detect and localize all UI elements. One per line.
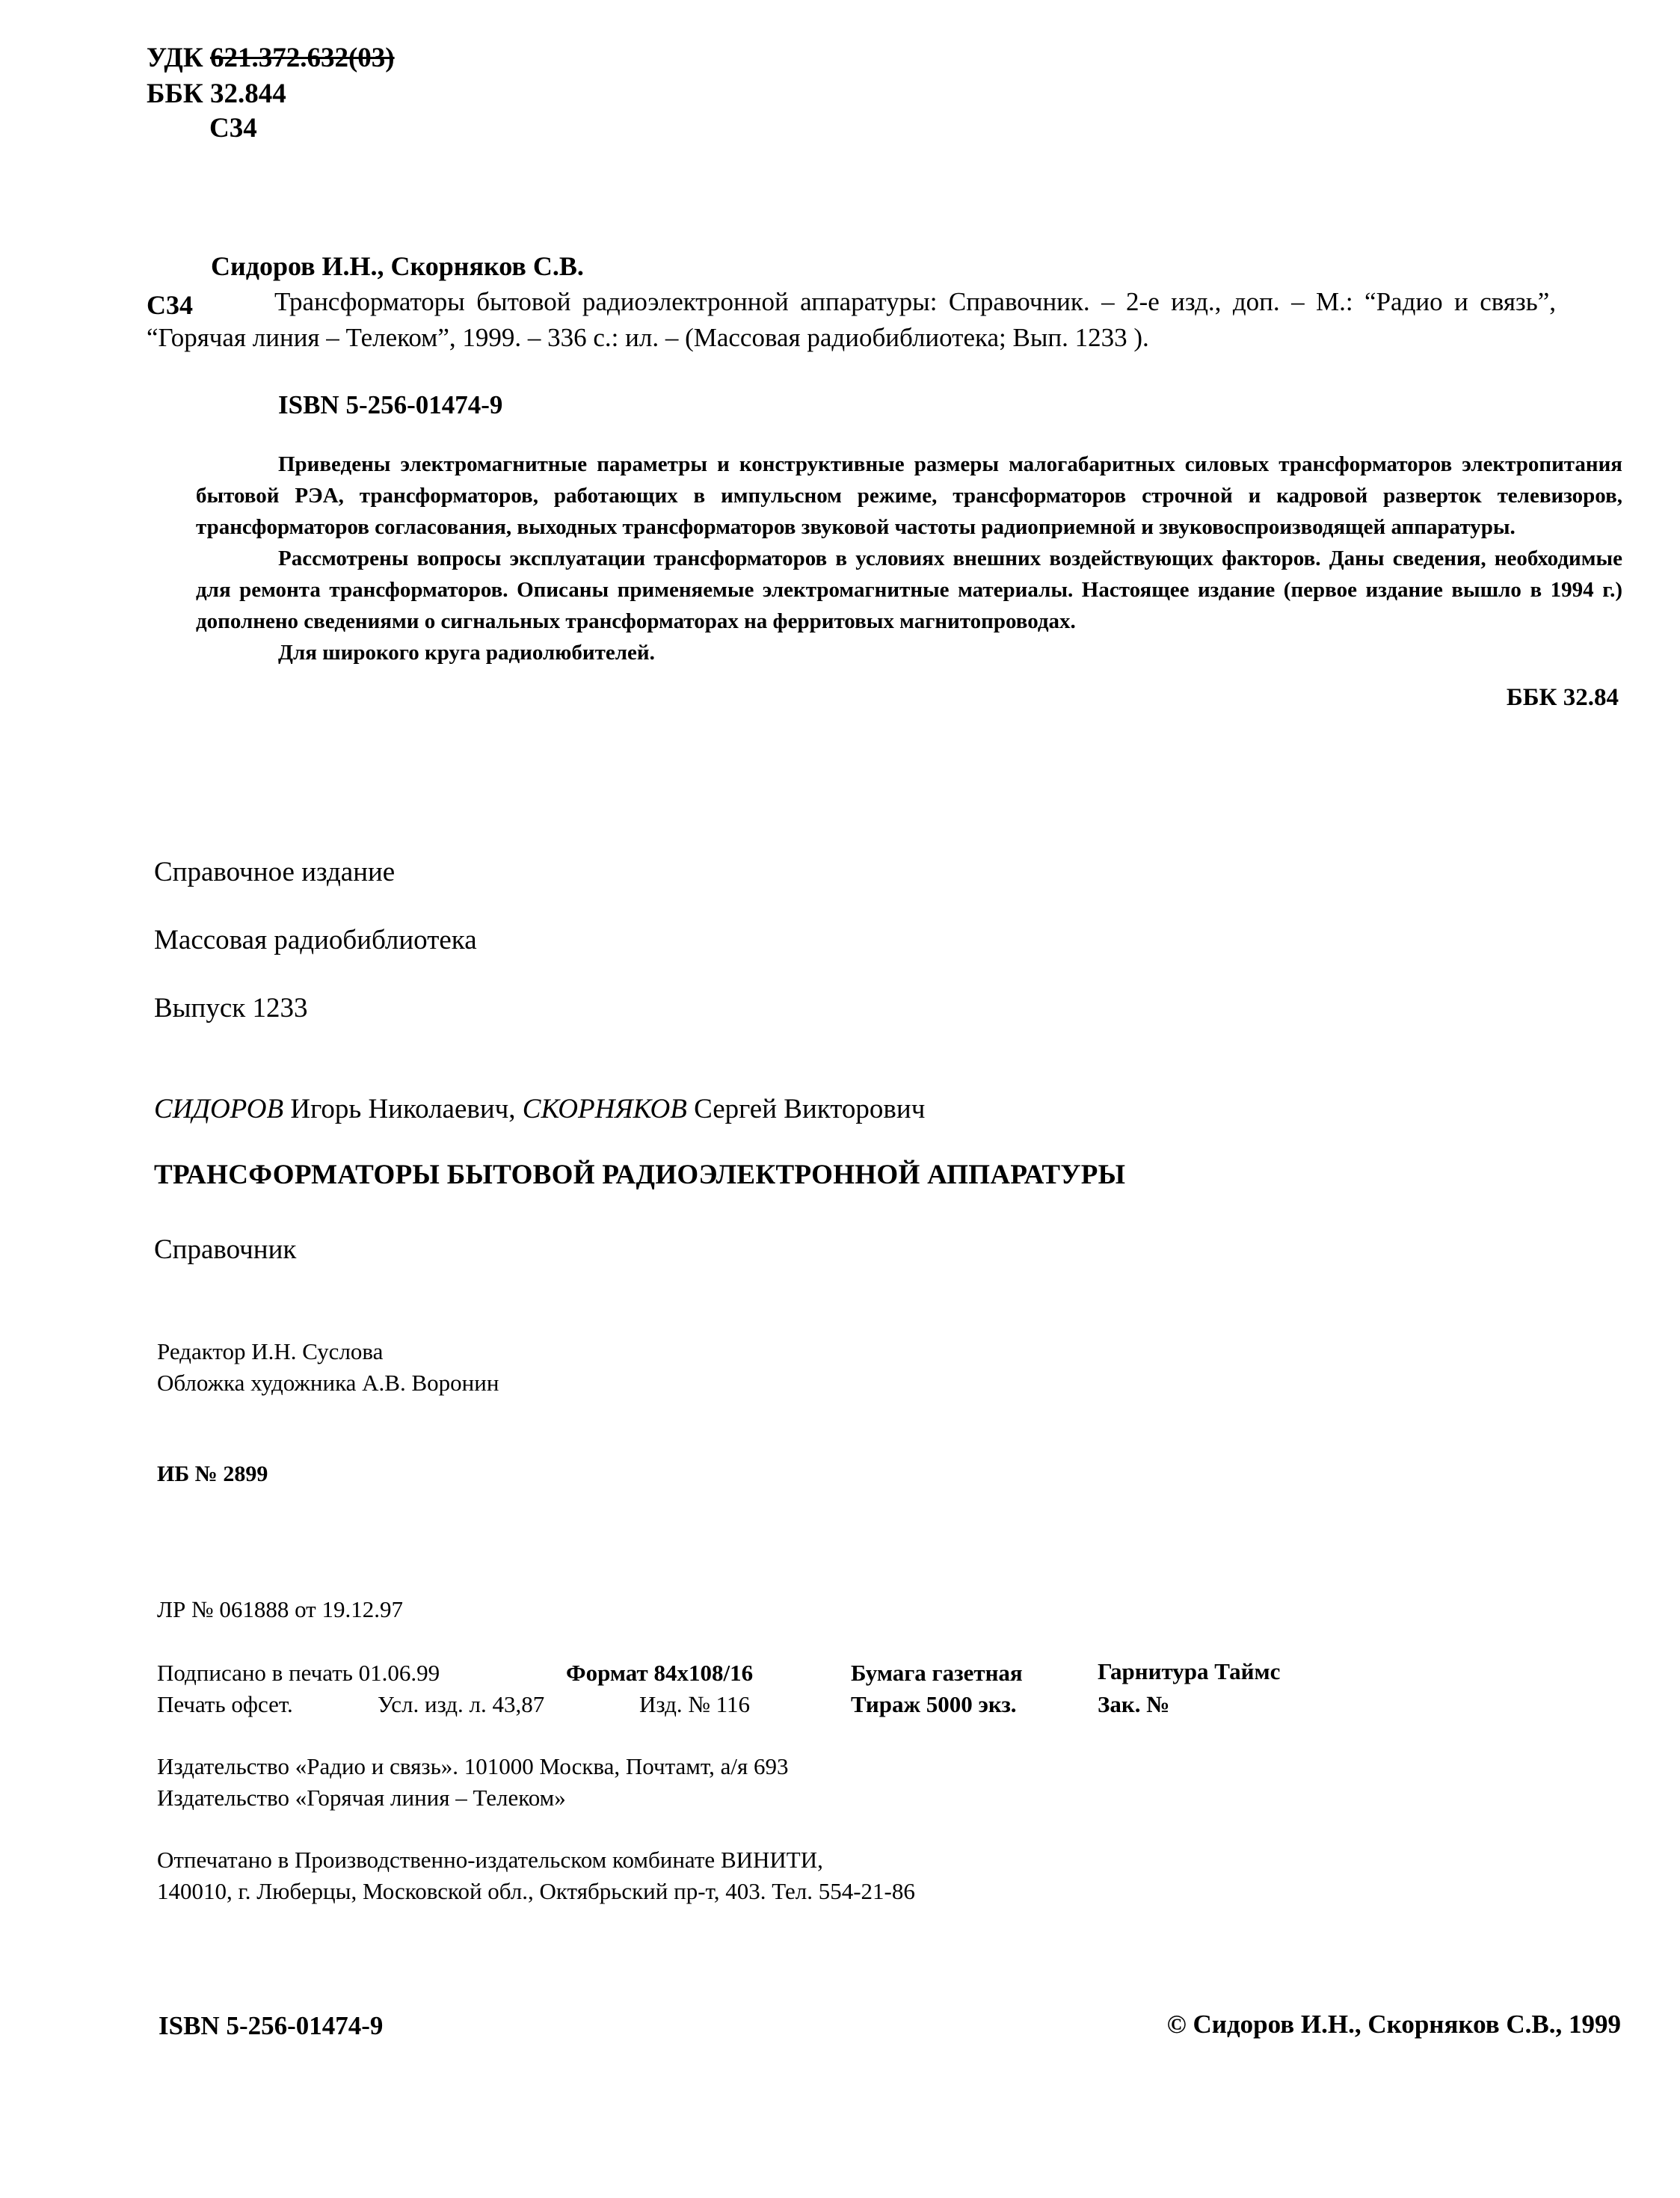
print-type: Печать офсет. [157,1691,293,1717]
bibliographic-description [147,284,1556,356]
paper-format: Формат 84х108/16 [566,1660,754,1686]
footer-isbn: ISBN 5-256-01474-9 [159,2011,384,2040]
typeface: Гарнитура Таймс [1098,1658,1281,1684]
paper-type: Бумага газетная [851,1660,1023,1686]
author2-name: Сергей Викторович [686,1094,926,1124]
publishing-sheets: Усл. изд. л. 43,87 [378,1691,545,1717]
card-isbn: ISBN 5-256-01474-9 [278,390,503,419]
udk-code [147,42,395,74]
signed-date: Подписано в печать 01.06.99 [157,1660,440,1686]
publisher-number: Изд. № 116 [639,1691,751,1717]
annotation-paragraph-2: Рассмотрены вопросы эксплуатации трансформаторов в условиях внешних воздействующих факторов. Даны сведения, необходимые для ремонта трансформаторов. Описаны применяемые электромагнитные материалы. Настоящее издание (первое издание вышло в 1994 г.) дополнено сведениями о сигнальных трансформаторах на ферритовых магнитопроводах. [196,547,1622,633]
publisher-1: Издательство «Радио и связь». 101000 Москва, Почтамт, а/я 693 [157,1753,789,1779]
annotation [196,449,1622,680]
bibliographic-text: Трансформаторы бытовой радиоэлектронной аппаратуры: Справочник. – 2-е изд., доп. – М.: “Радио и связь”, “Горячая линия – Телеком”, 1999. – 336 с.: ил. – (Массовая радиобиблиотека; Вып. 1233 ). [147,287,1556,352]
ib-number: ИБ № 2899 [157,1462,268,1486]
author2-surname: СКОРНЯКОВ [522,1094,687,1124]
printer-line-2: 140010, г. Люберцы, Московской обл., Октябрьский пр-т, 403. Тел. 554-21-86 [157,1878,915,1904]
card-bbk: ББК 32.84 [1506,684,1619,711]
copyright: © Сидоров И.Н., Скорняков С.В., 1999 [1166,2010,1621,2039]
card-author-mark: С34 [147,290,193,320]
author1-surname: СИДОРОВ [154,1094,284,1124]
udk-number: 621.372.632(03) [209,43,395,73]
author-mark: С34 [209,113,257,144]
annotation-paragraph-1: Приведены электромагнитные параметры и конструктивные размеры малогабаритных силовых трансформаторов электропитания бытовой РЭА, трансформаторов, работающих в импульсном режиме, трансформаторов строчной и кадровой разверток телевизоров, трансформаторов согласования, выходных трансформаторов звуковой частоты радиоприемной и звуковоспроизводящей аппаратуры. [196,452,1622,539]
printer-line-1: Отпечатано в Производственно-издательском комбинате ВИНИТИ, [157,1847,823,1873]
issue-number: Выпуск 1233 [154,993,308,1023]
cover-credit: Обложка художника А.В. Воронин [157,1370,499,1396]
license-number: ЛР № 061888 от 19.12.97 [157,1596,403,1622]
book-title: ТРАНСФОРМАТОРЫ БЫТОВОЙ РАДИОЭЛЕКТРОННОЙ АППАРАТУРЫ [154,1160,1126,1190]
author1-name: Игорь Николаевич, [283,1094,523,1124]
bbk-code: ББК 32.844 [147,78,286,109]
order-number: Зак. № [1098,1691,1170,1717]
card-authors: Сидоров И.Н., Скорняков С.В. [211,251,584,281]
annotation-paragraph-3: Для широкого круга радиолюбителей. [278,641,655,665]
editor-credit: Редактор И.Н. Суслова [157,1338,384,1364]
book-subtitle: Справочник [154,1234,297,1265]
publisher-2: Издательство «Горячая линия – Телеком» [157,1785,566,1811]
udk-label: УДК [147,43,210,73]
edition-type: Справочное издание [154,857,396,887]
print-run: Тираж 5000 экз. [851,1691,1017,1717]
series-name: Массовая радиобиблиотека [154,925,477,955]
author-names [154,1093,925,1125]
